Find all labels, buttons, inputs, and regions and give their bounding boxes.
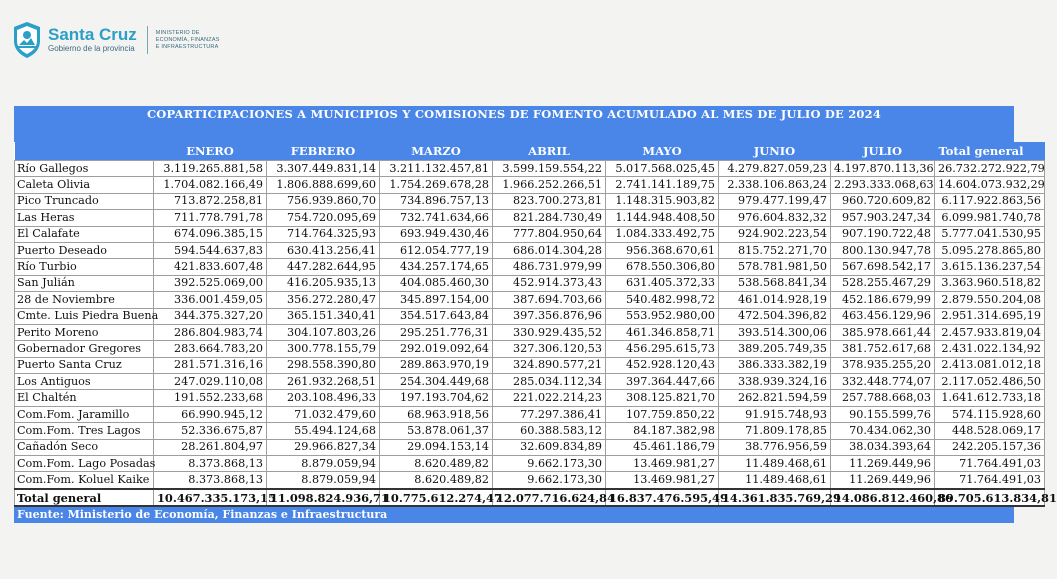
amount-cell: 9.662.173,30	[493, 456, 606, 472]
amount-cell: 461.014.928,19	[719, 292, 831, 308]
amount-cell: 354.517.643,84	[380, 308, 493, 324]
municipality-name: Las Heras	[15, 210, 154, 226]
amount-cell: 381.752.617,68	[831, 341, 935, 357]
amount-cell: 60.388.583,12	[493, 423, 606, 439]
amount-cell: 630.413.256,41	[267, 242, 380, 258]
amount-cell: 456.295.615,73	[606, 341, 719, 357]
table-row	[15, 275, 1045, 291]
amount-cell: 3.615.136.237,54	[935, 259, 1045, 275]
amount-cell: 29.966.827,34	[267, 439, 380, 455]
amount-cell: 304.107.803,26	[267, 324, 380, 340]
amount-cell: 392.525.069,00	[154, 275, 267, 291]
amount-cell: 976.604.832,32	[719, 210, 831, 226]
column-header-febrero: FEBRERO	[267, 142, 380, 161]
amount-cell: 4.197.870.113,36	[831, 161, 935, 177]
amount-cell: 11.489.468,61	[719, 472, 831, 489]
amount-cell: 52.336.675,87	[154, 423, 267, 439]
amount-cell: 2.741.141.189,75	[606, 177, 719, 193]
amount-cell: 295.251.776,31	[380, 324, 493, 340]
amount-cell: 397.364.447,66	[606, 374, 719, 390]
amount-cell: 71.032.479,60	[267, 406, 380, 422]
column-header-abril: ABRIL	[493, 142, 606, 161]
amount-cell: 1.084.333.492,75	[606, 226, 719, 242]
amount-cell: 754.720.095,69	[267, 210, 380, 226]
table-row	[15, 292, 1045, 308]
municipality-name: Río Turbio	[15, 259, 154, 275]
total-amount-cell: 16.837.476.595,49	[606, 489, 719, 506]
total-amount-cell: 11.098.824.936,71	[267, 489, 380, 506]
municipality-name: Los Antiguos	[15, 374, 154, 390]
amount-cell: 300.778.155,79	[267, 341, 380, 357]
amount-cell: 261.932.268,51	[267, 374, 380, 390]
amount-cell: 1.641.612.733,18	[935, 390, 1045, 406]
amount-cell: 344.375.327,20	[154, 308, 267, 324]
santa-cruz-seal-icon	[12, 21, 42, 59]
amount-cell: 66.990.945,12	[154, 406, 267, 422]
amount-cell: 84.187.382,98	[606, 423, 719, 439]
municipality-name: Gobernador Gregores	[15, 341, 154, 357]
municipality-name: Cmte. Luis Piedra Buena	[15, 308, 154, 324]
amount-cell: 821.284.730,49	[493, 210, 606, 226]
table-row	[15, 423, 1045, 439]
amount-cell: 463.456.129,96	[831, 308, 935, 324]
amount-cell: 13.469.981,27	[606, 456, 719, 472]
amount-cell: 5.017.568.025,45	[606, 161, 719, 177]
amount-cell: 71.809.178,85	[719, 423, 831, 439]
source-note: Fuente: Ministerio de Economía, Finanzas e Infraestructura	[14, 507, 1014, 523]
amount-cell: 538.568.841,34	[719, 275, 831, 291]
amount-cell: 338.939.324,16	[719, 374, 831, 390]
amount-cell: 8.373.868,13	[154, 456, 267, 472]
amount-cell: 191.552.233,68	[154, 390, 267, 406]
amount-cell: 90.155.599,76	[831, 406, 935, 422]
amount-cell: 540.482.998,72	[606, 292, 719, 308]
amount-cell: 11.269.449,96	[831, 472, 935, 489]
amount-cell: 528.255.467,29	[831, 275, 935, 291]
amount-cell: 8.879.059,94	[267, 472, 380, 489]
table-row	[15, 374, 1045, 390]
amount-cell: 631.405.372,33	[606, 275, 719, 291]
amount-cell: 38.034.393,64	[831, 439, 935, 455]
title-spacer	[14, 123, 1014, 142]
coparticipaciones-table	[14, 142, 1057, 507]
amount-cell: 612.054.777,19	[380, 242, 493, 258]
amount-cell: 378.935.255,20	[831, 357, 935, 373]
table-row	[15, 259, 1045, 275]
table-row	[15, 161, 1045, 177]
amount-cell: 55.494.124,68	[267, 423, 380, 439]
amount-cell: 283.664.783,20	[154, 341, 267, 357]
amount-cell: 567.698.542,17	[831, 259, 935, 275]
municipality-name: Perito Moreno	[15, 324, 154, 340]
amount-cell: 979.477.199,47	[719, 193, 831, 209]
municipality-name: Puerto Deseado	[15, 242, 154, 258]
amount-cell: 70.434.062,30	[831, 423, 935, 439]
amount-cell: 2.338.106.863,24	[719, 177, 831, 193]
column-header-julio: JULIO	[831, 142, 935, 161]
report-table-container	[14, 106, 1057, 523]
amount-cell: 1.966.252.266,51	[493, 177, 606, 193]
amount-cell: 32.609.834,89	[493, 439, 606, 455]
amount-cell: 404.085.460,30	[380, 275, 493, 291]
total-label: Total general	[15, 489, 154, 506]
amount-cell: 38.776.956,59	[719, 439, 831, 455]
amount-cell: 28.261.804,97	[154, 439, 267, 455]
amount-cell: 397.356.876,96	[493, 308, 606, 324]
amount-cell: 574.115.928,60	[935, 406, 1045, 422]
amount-cell: 345.897.154,00	[380, 292, 493, 308]
amount-cell: 298.558.390,80	[267, 357, 380, 373]
municipality-name: El Chaltén	[15, 390, 154, 406]
amount-cell: 386.333.382,19	[719, 357, 831, 373]
amount-cell: 285.034.112,34	[493, 374, 606, 390]
amount-cell: 2.117.052.486,50	[935, 374, 1045, 390]
amount-cell: 393.514.300,06	[719, 324, 831, 340]
amount-cell: 203.108.496,33	[267, 390, 380, 406]
amount-cell: 8.373.868,13	[154, 472, 267, 489]
amount-cell: 714.764.325,93	[267, 226, 380, 242]
amount-cell: 472.504.396,82	[719, 308, 831, 324]
ministry-line: ECONOMÍA, FINANZAS	[155, 36, 220, 43]
amount-cell: 2.951.314.695,19	[935, 308, 1045, 324]
amount-cell: 385.978.661,44	[831, 324, 935, 340]
total-row	[15, 489, 1045, 506]
column-header-total: Total general	[935, 142, 1045, 161]
table-row	[15, 226, 1045, 242]
municipality-name: Com.Fom. Tres Lagos	[15, 423, 154, 439]
amount-cell: 553.952.980,00	[606, 308, 719, 324]
amount-cell: 1.704.082.166,49	[154, 177, 267, 193]
municipality-name: Pico Truncado	[15, 193, 154, 209]
amount-cell: 9.662.173,30	[493, 472, 606, 489]
page-header	[12, 18, 220, 62]
brand-subtitle: Gobierno de la provincia	[48, 44, 135, 53]
amount-cell: 257.788.668,03	[831, 390, 935, 406]
amount-cell: 242.205.157,36	[935, 439, 1045, 455]
amount-cell: 678.550.306,80	[606, 259, 719, 275]
column-header-junio: JUNIO	[719, 142, 831, 161]
amount-cell: 11.269.449,96	[831, 456, 935, 472]
amount-cell: 247.029.110,08	[154, 374, 267, 390]
amount-cell: 8.879.059,94	[267, 456, 380, 472]
amount-cell: 777.804.950,64	[493, 226, 606, 242]
table-header-row	[15, 142, 1045, 161]
header-divider	[147, 26, 148, 54]
table-row	[15, 439, 1045, 455]
amount-cell: 71.764.491,03	[935, 456, 1045, 472]
total-amount-cell: 10.775.612.274,47	[380, 489, 493, 506]
municipality-name: Cañadón Seco	[15, 439, 154, 455]
total-amount-cell: 10.467.335.173,15	[154, 489, 267, 506]
amount-cell: 26.732.272.922,79	[935, 161, 1045, 177]
amount-cell: 452.928.120,43	[606, 357, 719, 373]
amount-cell: 823.700.273,81	[493, 193, 606, 209]
brand-block	[48, 26, 137, 54]
amount-cell: 448.528.069,17	[935, 423, 1045, 439]
amount-cell: 365.151.340,41	[267, 308, 380, 324]
amount-cell: 281.571.316,16	[154, 357, 267, 373]
amount-cell: 5.777.041.530,95	[935, 226, 1045, 242]
table-row	[15, 390, 1045, 406]
amount-cell: 2.413.081.012,18	[935, 357, 1045, 373]
ministry-line: MINISTERIO DE	[155, 29, 200, 36]
municipality-name: El Calafate	[15, 226, 154, 242]
table-row	[15, 357, 1045, 373]
table-row	[15, 177, 1045, 193]
amount-cell: 4.279.827.059,23	[719, 161, 831, 177]
amount-cell: 91.915.748,93	[719, 406, 831, 422]
amount-cell: 434.257.174,65	[380, 259, 493, 275]
amount-cell: 327.306.120,53	[493, 341, 606, 357]
amount-cell: 356.272.280,47	[267, 292, 380, 308]
amount-cell: 907.190.722,48	[831, 226, 935, 242]
amount-cell: 389.205.749,35	[719, 341, 831, 357]
amount-cell: 3.363.960.518,82	[935, 275, 1045, 291]
amount-cell: 387.694.703,66	[493, 292, 606, 308]
table-row	[15, 210, 1045, 226]
total-amount-cell: 14.086.812.460,86	[831, 489, 935, 506]
amount-cell: 8.620.489,82	[380, 456, 493, 472]
amount-cell: 14.604.073.932,29	[935, 177, 1045, 193]
amount-cell: 1.144.948.408,50	[606, 210, 719, 226]
amount-cell: 45.461.186,79	[606, 439, 719, 455]
municipality-name: Puerto Santa Cruz	[15, 357, 154, 373]
amount-cell: 421.833.607,48	[154, 259, 267, 275]
amount-cell: 197.193.704,62	[380, 390, 493, 406]
table-row	[15, 193, 1045, 209]
amount-cell: 734.896.757,13	[380, 193, 493, 209]
amount-cell: 8.620.489,82	[380, 472, 493, 489]
column-header-marzo: MARZO	[380, 142, 493, 161]
amount-cell: 5.095.278.865,80	[935, 242, 1045, 258]
amount-cell: 800.130.947,78	[831, 242, 935, 258]
ministry-label	[156, 30, 220, 51]
amount-cell: 674.096.385,15	[154, 226, 267, 242]
municipality-name: Com.Fom. Lago Posadas	[15, 456, 154, 472]
amount-cell: 957.903.247,34	[831, 210, 935, 226]
table-row	[15, 308, 1045, 324]
amount-cell: 452.914.373,43	[493, 275, 606, 291]
amount-cell: 71.764.491,03	[935, 472, 1045, 489]
municipality-name: Com.Fom. Koluel Kaike	[15, 472, 154, 489]
table-row	[15, 456, 1045, 472]
report-title: COPARTICIPACIONES A MUNICIPIOS Y COMISIONES DE FOMENTO ACUMULADO AL MES DE JULIO DE 2024	[14, 106, 1014, 123]
amount-cell: 447.282.644,95	[267, 259, 380, 275]
amount-cell: 1.754.269.678,28	[380, 177, 493, 193]
amount-cell: 452.186.679,99	[831, 292, 935, 308]
amount-cell: 711.778.791,78	[154, 210, 267, 226]
total-amount-cell: 89.705.613.834,81	[935, 489, 1045, 506]
amount-cell: 324.890.577,21	[493, 357, 606, 373]
table-row	[15, 242, 1045, 258]
amount-cell: 221.022.214,23	[493, 390, 606, 406]
amount-cell: 3.119.265.881,58	[154, 161, 267, 177]
column-header-enero: ENERO	[154, 142, 267, 161]
brand-name: Santa Cruz	[48, 25, 137, 44]
amount-cell: 3.307.449.831,14	[267, 161, 380, 177]
amount-cell: 107.759.850,22	[606, 406, 719, 422]
total-amount-cell: 14.361.835.769,29	[719, 489, 831, 506]
amount-cell: 578.781.981,50	[719, 259, 831, 275]
table-body	[15, 161, 1057, 507]
amount-cell: 308.125.821,70	[606, 390, 719, 406]
table-row	[15, 472, 1045, 489]
amount-cell: 815.752.271,70	[719, 242, 831, 258]
amount-cell: 1.148.315.903,82	[606, 193, 719, 209]
amount-cell: 2.457.933.819,04	[935, 324, 1045, 340]
amount-cell: 2.879.550.204,08	[935, 292, 1045, 308]
amount-cell: 756.939.860,70	[267, 193, 380, 209]
amount-cell: 330.929.435,52	[493, 324, 606, 340]
amount-cell: 486.731.979,99	[493, 259, 606, 275]
amount-cell: 13.469.981,27	[606, 472, 719, 489]
amount-cell: 29.094.153,14	[380, 439, 493, 455]
municipality-name: San Julián	[15, 275, 154, 291]
amount-cell: 960.720.609,82	[831, 193, 935, 209]
amount-cell: 286.804.983,74	[154, 324, 267, 340]
amount-cell: 1.806.888.699,60	[267, 177, 380, 193]
amount-cell: 53.878.061,37	[380, 423, 493, 439]
amount-cell: 6.099.981.740,78	[935, 210, 1045, 226]
column-header-mayo: MAYO	[606, 142, 719, 161]
amount-cell: 924.902.223,54	[719, 226, 831, 242]
amount-cell: 6.117.922.863,56	[935, 193, 1045, 209]
amount-cell: 3.211.132.457,81	[380, 161, 493, 177]
amount-cell: 336.001.459,05	[154, 292, 267, 308]
amount-cell: 289.863.970,19	[380, 357, 493, 373]
municipality-name: Com.Fom. Jaramillo	[15, 406, 154, 422]
amount-cell: 332.448.774,07	[831, 374, 935, 390]
amount-cell: 713.872.258,81	[154, 193, 267, 209]
table-row	[15, 406, 1045, 422]
municipality-name: Caleta Olivia	[15, 177, 154, 193]
total-amount-cell: 12.077.716.624,84	[493, 489, 606, 506]
amount-cell: 2.431.022.134,92	[935, 341, 1045, 357]
amount-cell: 292.019.092,64	[380, 341, 493, 357]
amount-cell: 77.297.386,41	[493, 406, 606, 422]
municipality-name: 28 de Noviembre	[15, 292, 154, 308]
amount-cell: 254.304.449,68	[380, 374, 493, 390]
amount-cell: 732.741.634,66	[380, 210, 493, 226]
amount-cell: 416.205.935,13	[267, 275, 380, 291]
amount-cell: 3.599.159.554,22	[493, 161, 606, 177]
amount-cell: 686.014.304,28	[493, 242, 606, 258]
ministry-line: E INFRAESTRUCTURA	[155, 43, 219, 50]
amount-cell: 693.949.430,46	[380, 226, 493, 242]
amount-cell: 594.544.637,83	[154, 242, 267, 258]
table-row	[15, 341, 1045, 357]
amount-cell: 461.346.858,71	[606, 324, 719, 340]
amount-cell: 262.821.594,59	[719, 390, 831, 406]
amount-cell: 11.489.468,61	[719, 456, 831, 472]
table-row	[15, 324, 1045, 340]
amount-cell: 2.293.333.068,63	[831, 177, 935, 193]
amount-cell: 956.368.670,61	[606, 242, 719, 258]
amount-cell: 68.963.918,56	[380, 406, 493, 422]
column-header	[15, 142, 154, 161]
municipality-name: Río Gallegos	[15, 161, 154, 177]
